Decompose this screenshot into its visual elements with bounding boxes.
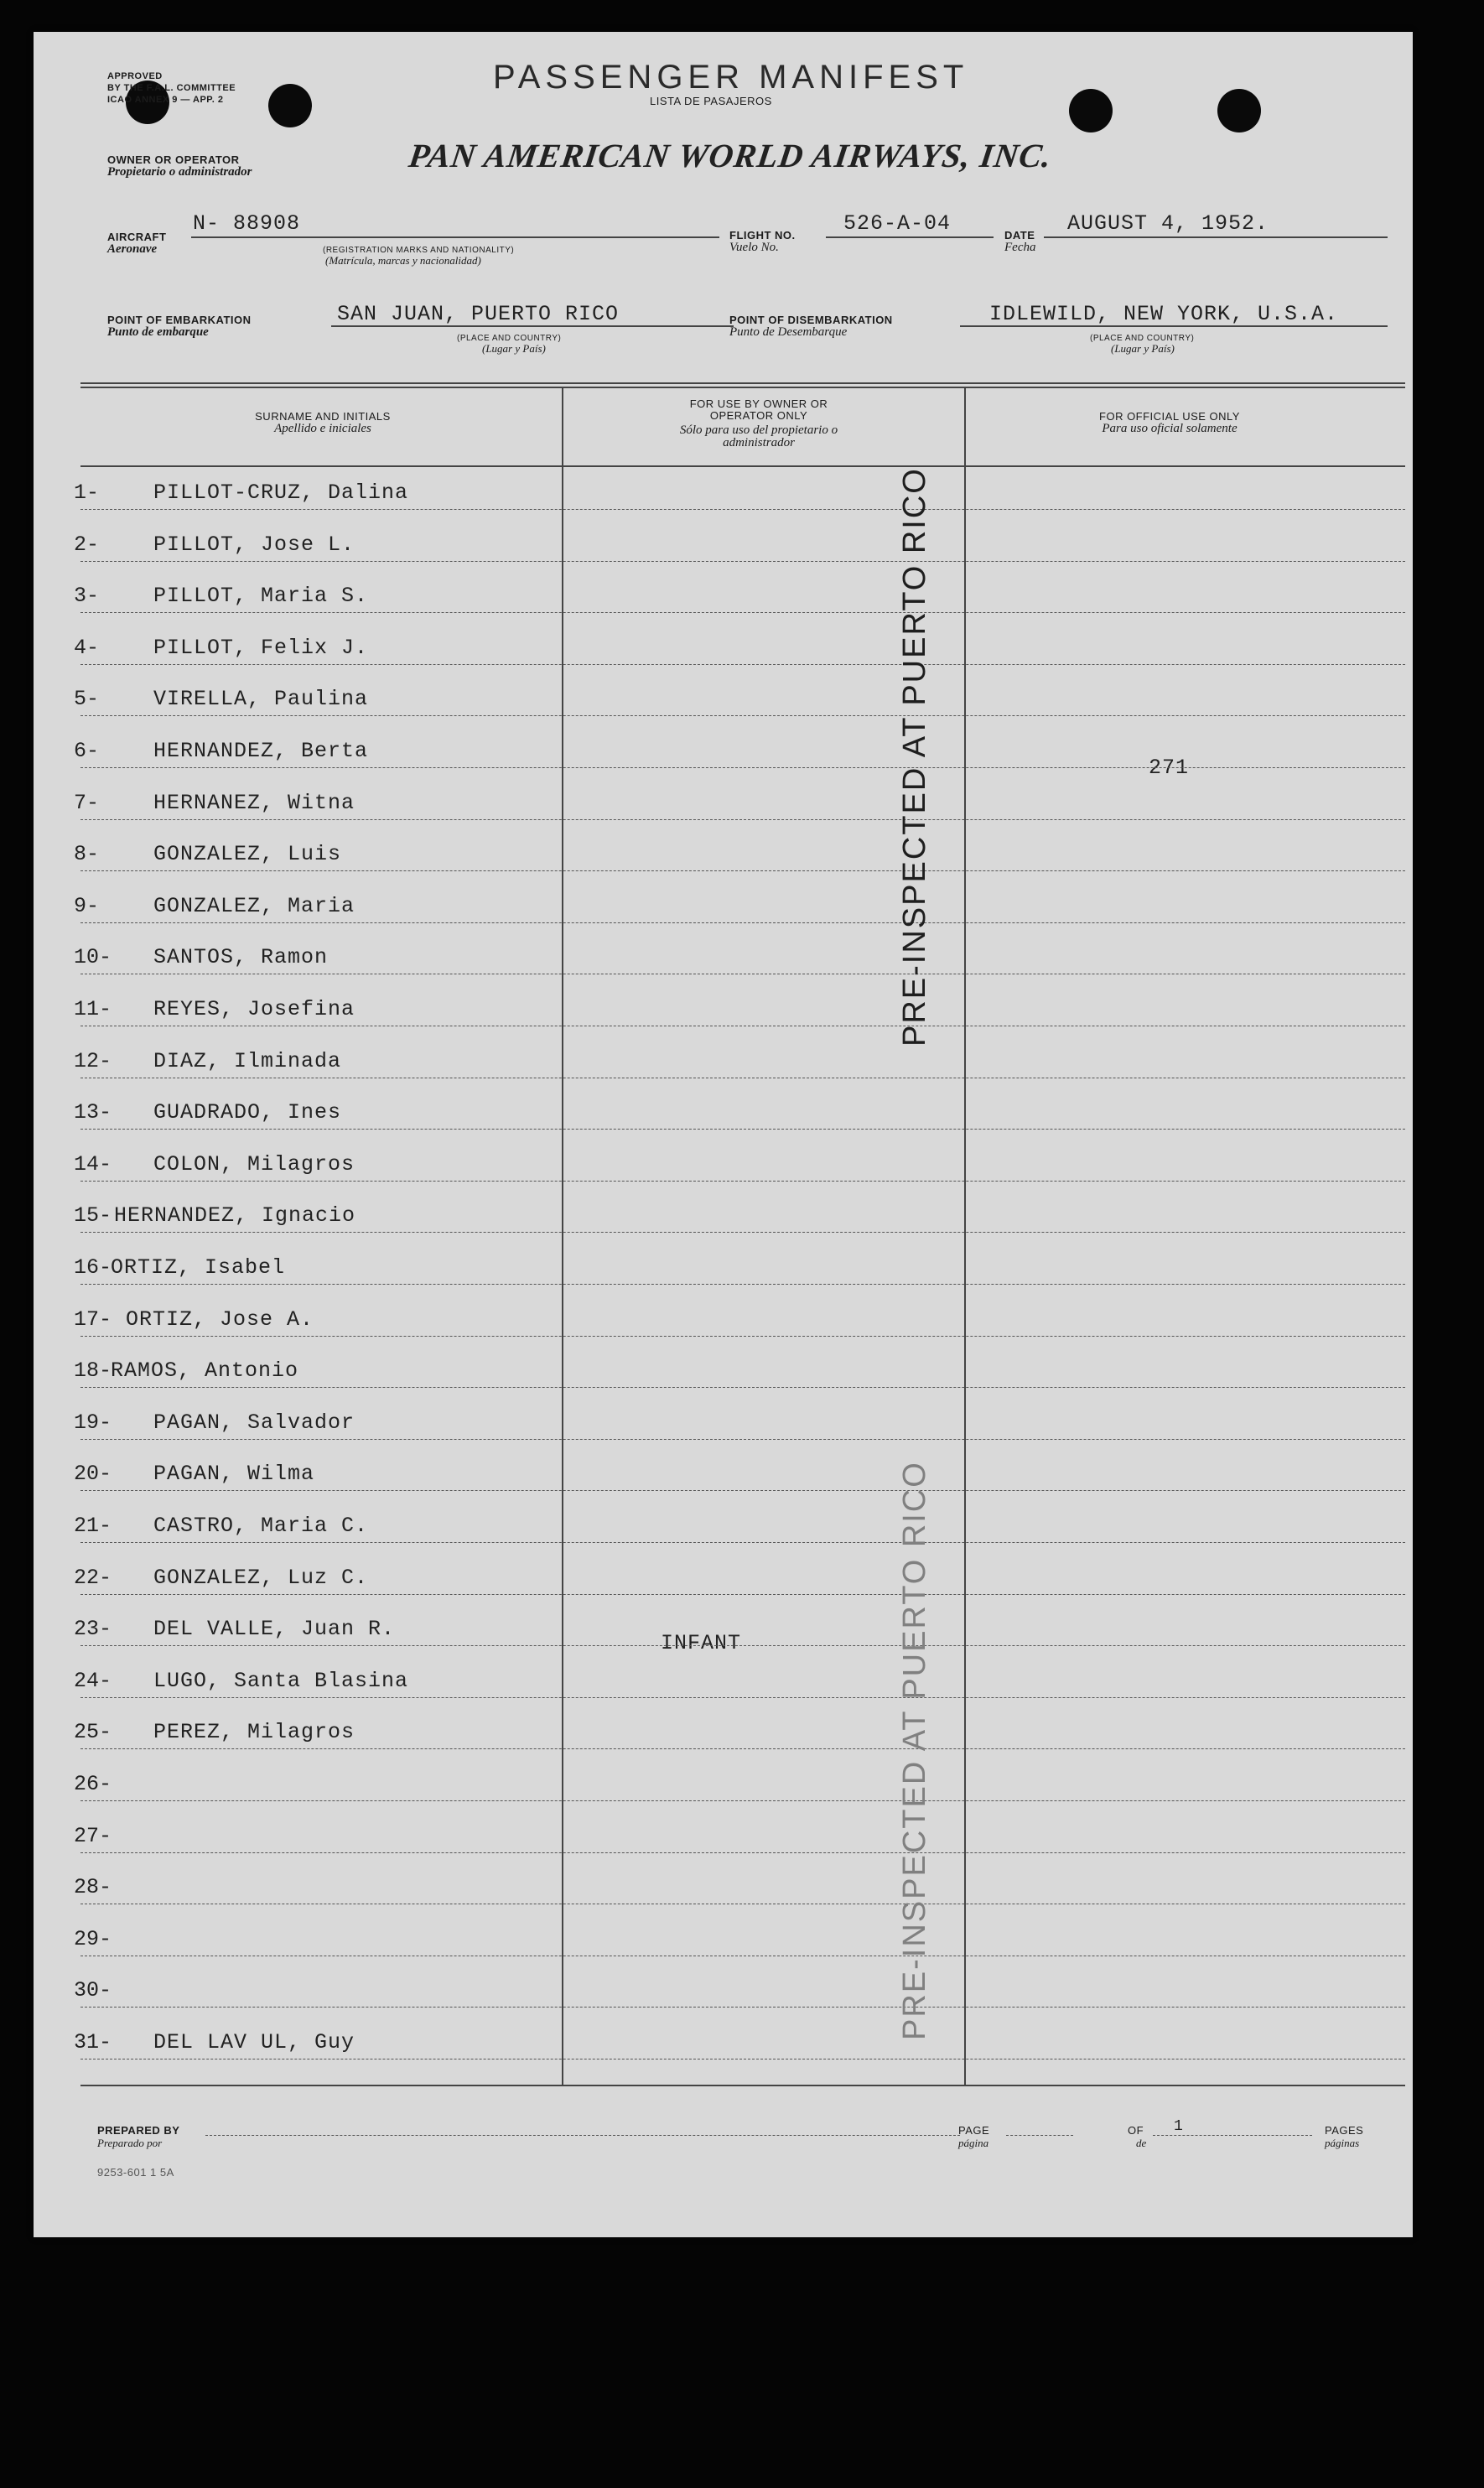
col-header-official-es: Para uso oficial solamente (1102, 422, 1238, 435)
row-number: 20- (74, 1462, 112, 1487)
embark-label-es: Punto de embarque (107, 325, 209, 339)
disembark-label-es: Punto de Desembarque (729, 325, 848, 339)
prepared-by-line (205, 2135, 960, 2136)
disembark-place-hint-es: (Lugar y País) (1111, 342, 1175, 355)
row-rule (80, 870, 1405, 871)
row-rule (80, 922, 1405, 923)
passenger-name: ORTIZ, Jose A. (126, 1306, 314, 1332)
aircraft-underline (191, 236, 719, 238)
pages-label-es: páginas (1325, 2137, 1360, 2149)
passenger-name: CASTRO, Maria C. (153, 1514, 369, 1538)
aircraft-value: N- 88908 (193, 211, 301, 236)
embark-place-hint-es: (Lugar y País) (482, 342, 546, 355)
row-rule (80, 1748, 1405, 1749)
col-header-owner: FOR USE BY OWNER OR OPERATOR ONLY (689, 397, 828, 422)
disembark-value: IDLEWILD, NEW YORK, U.S.A. (989, 302, 1339, 326)
row-number: 30- (74, 1978, 112, 2003)
row-rule (80, 1387, 1405, 1388)
row-rule (80, 767, 1405, 768)
disembark-label: POINT OF DISEMBARKATION (729, 314, 893, 326)
row-rule (80, 1852, 1405, 1853)
passenger-name: PILLOT, Felix J. (153, 635, 369, 660)
passenger-name: PAGAN, Salvador (153, 1410, 355, 1435)
passenger-name: PAGAN, Wilma (153, 1462, 315, 1487)
row-number: 27- (74, 1823, 112, 1848)
row-number: 4- (74, 635, 100, 660)
of-label: OF (1128, 2124, 1144, 2137)
row-rule (80, 1181, 1405, 1182)
date-underline (1044, 236, 1388, 238)
row-rule (80, 1129, 1405, 1130)
row-number: 18- (74, 1358, 112, 1384)
flight-label: FLIGHT NO. (729, 229, 796, 242)
row-number: 25- (74, 1720, 112, 1745)
page-label: PAGE (958, 2124, 990, 2137)
passenger-name: ORTIZ, Isabel (111, 1255, 286, 1280)
passenger-name: PEREZ, Milagros (153, 1720, 355, 1745)
page-title-es: LISTA DE PASAJEROS (650, 95, 772, 107)
owner-label-es: Propietario o administrador (107, 165, 252, 179)
owner-label: OWNER OR OPERATOR (107, 153, 240, 166)
row-number: 21- (74, 1514, 112, 1538)
embark-label: POINT OF EMBARKATION (107, 314, 252, 326)
disembark-place-hint: (PLACE AND COUNTRY) (1090, 334, 1195, 343)
passenger-name: RAMOS, Antonio (111, 1358, 299, 1384)
operator-name: PAN AMERICAN WORLD AIRWAYS, INC. (406, 137, 1055, 174)
row-number: 12- (74, 1048, 112, 1073)
pre-inspection-stamp-faded: PRE-INSPECTED AT PUERTO RICO (897, 1461, 932, 2040)
header-rule (80, 465, 1405, 467)
of-line (1153, 2135, 1312, 2136)
row-number: 16- (74, 1255, 112, 1280)
passenger-name: PILLOT, Maria S. (153, 584, 369, 609)
passenger-name: VIRELLA, Paulina (153, 687, 369, 712)
prepared-by-label: PREPARED BY (97, 2124, 180, 2137)
col-header-surname-es: Apellido e iniciales (274, 422, 371, 435)
passenger-name: HERNANEZ, Witna (153, 790, 355, 815)
flight-label-es: Vuelo No. (729, 241, 779, 254)
page-title: PASSENGER MANIFEST (493, 59, 969, 96)
row-number: 2- (74, 532, 100, 557)
disembark-underline (960, 325, 1388, 327)
date-value: AUGUST 4, 1952. (1067, 211, 1269, 236)
row-number: 6- (74, 739, 100, 763)
approval-line-2: BY THE F.A.L. COMMITTEE (107, 83, 236, 93)
passenger-name: GUADRADO, Ines (153, 1100, 342, 1125)
row-number: 10- (74, 945, 112, 970)
punch-hole (268, 84, 312, 127)
registration-hint-es: (Matrícula, marcas y nacionalidad) (325, 254, 481, 267)
passenger-name: HERNANDEZ, Berta (153, 739, 369, 763)
row-number: 3- (74, 584, 100, 609)
of-label-es: de (1136, 2137, 1147, 2149)
row-rule (80, 1336, 1405, 1337)
column-divider (562, 388, 563, 2085)
total-pages-value: 1 (1174, 2118, 1184, 2135)
row-rule (80, 1232, 1405, 1233)
row-rule (80, 1439, 1405, 1440)
passenger-name: REYES, Josefina (153, 997, 355, 1021)
row-number: 24- (74, 1668, 112, 1693)
row-rule (80, 1594, 1405, 1595)
aircraft-label-es: Aeronave (107, 242, 158, 256)
row-rule (80, 1490, 1405, 1491)
embark-place-hint: (PLACE AND COUNTRY) (457, 334, 562, 343)
passenger-name: LUGO, Santa Blasina (153, 1668, 409, 1693)
row-number: 9- (74, 893, 100, 918)
pre-inspection-stamp: PRE-INSPECTED AT PUERTO RICO (897, 467, 932, 1047)
approval-line-3: ICAO ANNEX 9 — APP. 2 (107, 95, 224, 105)
row-rule (80, 2007, 1405, 2008)
row-number: 1- (74, 480, 100, 505)
passenger-name: PILLOT-CRUZ, Dalina (153, 480, 409, 505)
row-rule (80, 509, 1405, 510)
col-header-surname: SURNAME AND INITIALS (255, 410, 391, 423)
manifest-sheet (34, 32, 1413, 2237)
row-number: 26- (74, 1772, 112, 1796)
row-number: 14- (74, 1151, 112, 1176)
row-number: 31- (74, 2030, 112, 2054)
row-number: 8- (74, 842, 100, 867)
passenger-name: DIAZ, Ilminada (153, 1048, 342, 1073)
row-number: 17- (74, 1306, 112, 1332)
row-rule (80, 1542, 1405, 1543)
page-line (1006, 2135, 1073, 2136)
col-header-owner-es: Sólo para uso del propietario o administrador (679, 423, 838, 449)
row-number: 28- (74, 1875, 112, 1900)
page-label-es: página (958, 2137, 989, 2149)
row-rule (80, 1645, 1405, 1646)
official-note: 271 (1149, 756, 1190, 780)
row-rule (80, 1284, 1405, 1285)
table-bottom-rule (80, 2085, 1405, 2086)
row-rule (80, 715, 1405, 716)
passenger-name: COLON, Milagros (153, 1151, 355, 1176)
row-number: 15- (74, 1203, 112, 1228)
flight-underline (826, 236, 994, 238)
aircraft-label: AIRCRAFT (107, 231, 167, 243)
passenger-name: PILLOT, Jose L. (153, 532, 355, 557)
approval-line-1: APPROVED (107, 71, 163, 81)
date-label-es: Fecha (1004, 241, 1036, 254)
row-rule (80, 1800, 1405, 1801)
row-rule (80, 1697, 1405, 1698)
passenger-name: SANTOS, Ramon (153, 945, 329, 970)
row-rule (80, 819, 1405, 820)
row-number: 7- (74, 790, 100, 815)
row-rule (80, 561, 1405, 562)
row-number: 22- (74, 1565, 112, 1590)
date-label: DATE (1004, 229, 1035, 242)
passenger-name: GONZALEZ, Luz C. (153, 1565, 369, 1590)
embark-value: SAN JUAN, PUERTO RICO (337, 302, 620, 326)
passenger-name: HERNANDEZ, Ignacio (114, 1203, 356, 1228)
owner-note: INFANT (661, 1631, 742, 1656)
row-rule (80, 664, 1405, 665)
passenger-name: DEL LAV UL, Guy (153, 2030, 355, 2054)
flight-value: 526-A-04 (843, 211, 952, 236)
row-number: 11- (74, 997, 112, 1021)
column-divider (964, 388, 966, 2085)
row-number: 23- (74, 1617, 112, 1642)
embark-underline (331, 325, 734, 327)
prepared-by-label-es: Preparado por (97, 2137, 163, 2149)
row-number: 29- (74, 1926, 112, 1951)
row-number: 19- (74, 1410, 112, 1435)
row-rule (80, 612, 1405, 613)
passenger-name: DEL VALLE, Juan R. (153, 1617, 396, 1642)
row-number: 13- (74, 1100, 112, 1125)
punch-hole (1217, 89, 1261, 132)
col-header-official: FOR OFFICIAL USE ONLY (1099, 410, 1240, 423)
passenger-name: GONZALEZ, Maria (153, 893, 355, 918)
pages-label: PAGES (1325, 2124, 1364, 2137)
row-number: 5- (74, 687, 100, 712)
form-code: 9253-601 1 5A (97, 2166, 174, 2179)
registration-hint: (REGISTRATION MARKS AND NATIONALITY) (323, 246, 515, 255)
punch-hole (1069, 89, 1113, 132)
table-top-rule (80, 382, 1405, 388)
passenger-name: GONZALEZ, Luis (153, 842, 342, 867)
